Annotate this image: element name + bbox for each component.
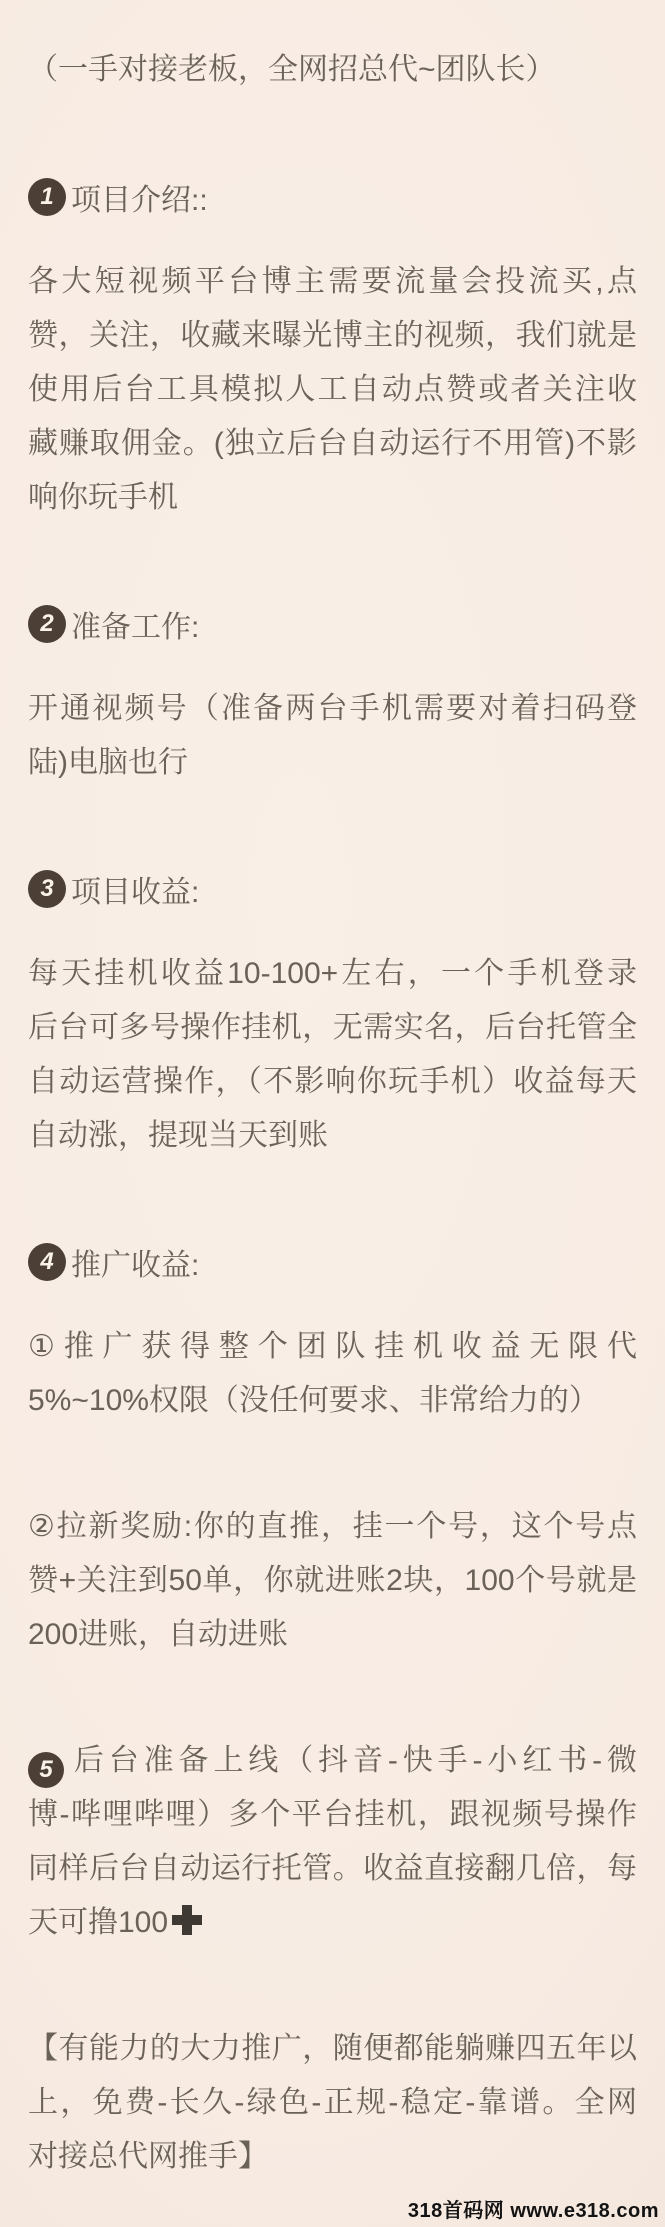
bullet-2-icon (28, 605, 66, 643)
text-line (28, 1734, 637, 1788)
bullet-5-icon (28, 1752, 64, 1788)
text-line: 自动运营操作，（不影响你玩手机）收益每天 (28, 1065, 637, 1098)
section-earnings (28, 862, 637, 1163)
site-watermark: 318首码网 www.e318.com (407, 2200, 659, 2222)
text-line: 每天挂机收益10-100+左右，一个手机登录 (28, 957, 637, 990)
text-line-text: 后台准备上线（抖音-快手-小红书-微 (69, 1744, 637, 1777)
section-promotion (28, 1235, 637, 1662)
bullet-4-number: 4 (40, 1248, 54, 1275)
text-line: 藏赚取佣金。(独立后台自动运行不用管)不影 (28, 427, 637, 460)
section-4-heading-text: 推广收益: (71, 1249, 200, 1282)
section-platforms (28, 1734, 637, 1950)
text-line: 博-哔哩哔哩）多个平台挂机，跟视频号操作 (28, 1798, 637, 1831)
bullet-1-icon (28, 178, 66, 216)
text-line: 200进账，自动进账 (28, 1618, 289, 1651)
section-intro (28, 170, 637, 525)
text-line: ②拉新奖励:你的直推，挂一个号，这个号点 (28, 1510, 637, 1543)
text-line: 后台可多号操作挂机，无需实名，后台托管全 (28, 1011, 637, 1044)
text-line: 响你玩手机 (28, 481, 178, 514)
text-line: 赞+关注到50单，你就进账2块，100个号就是 (28, 1564, 637, 1597)
section-2-heading (28, 597, 637, 651)
section-4-heading (28, 1235, 637, 1289)
text-line: ①推广获得整个团队挂机收益无限代 (28, 1330, 637, 1363)
paragraph (28, 1320, 637, 1428)
section-2-heading-text: 准备工作: (71, 611, 200, 644)
text-line: 对接总代网推手】 (28, 2140, 268, 2173)
paragraph (28, 682, 637, 790)
bullet-3-number: 3 (40, 875, 54, 902)
text-line: 陆)电脑也行 (28, 746, 188, 779)
text-line-text: 天可撸100 (28, 1906, 169, 1939)
section-1-heading (28, 170, 637, 224)
page-title: （一手对接老板，全网招总代~团队长） (28, 53, 556, 86)
text-line: 上，免费-长久-绿色-正规-稳定-靠谱。全网 (28, 2086, 637, 2119)
text-line: 5%~10%权限（没任何要求、非常给力的） (28, 1384, 599, 1417)
section-3-heading (28, 862, 637, 916)
paragraph (28, 1500, 637, 1662)
footer-note (28, 2022, 637, 2184)
bullet-1-number: 1 (40, 183, 54, 210)
text-line: 【有能力的大力推广，随便都能躺赚四五年以 (28, 2032, 637, 2065)
heavy-plus-icon (170, 1903, 204, 1937)
bullet-3-icon (28, 870, 66, 908)
paragraph (28, 255, 637, 525)
text-line: 使用后台工具模拟人工自动点赞或者关注收 (28, 373, 637, 406)
text-line: 自动涨，提现当天到账 (28, 1119, 328, 1152)
text-line: 开通视频号（准备两台手机需要对着扫码登 (28, 692, 637, 725)
bullet-4-icon (28, 1243, 66, 1281)
section-preparation (28, 597, 637, 790)
text-line (28, 1896, 637, 1950)
text-line: 赞，关注，收藏来曝光博主的视频，我们就是 (28, 319, 637, 352)
section-1-heading-text: 项目介绍:: (71, 184, 208, 217)
bullet-2-number: 2 (40, 610, 54, 637)
text-line: 各大短视频平台博主需要流量会投流买,点 (28, 265, 637, 298)
section-3-heading-text: 项目收益: (71, 876, 200, 909)
text-line: 同样后台自动运行托管。收益直接翻几倍，每 (28, 1852, 637, 1885)
paragraph (28, 1734, 637, 1950)
paragraph (28, 947, 637, 1163)
bullet-5-number: 5 (39, 1756, 53, 1783)
